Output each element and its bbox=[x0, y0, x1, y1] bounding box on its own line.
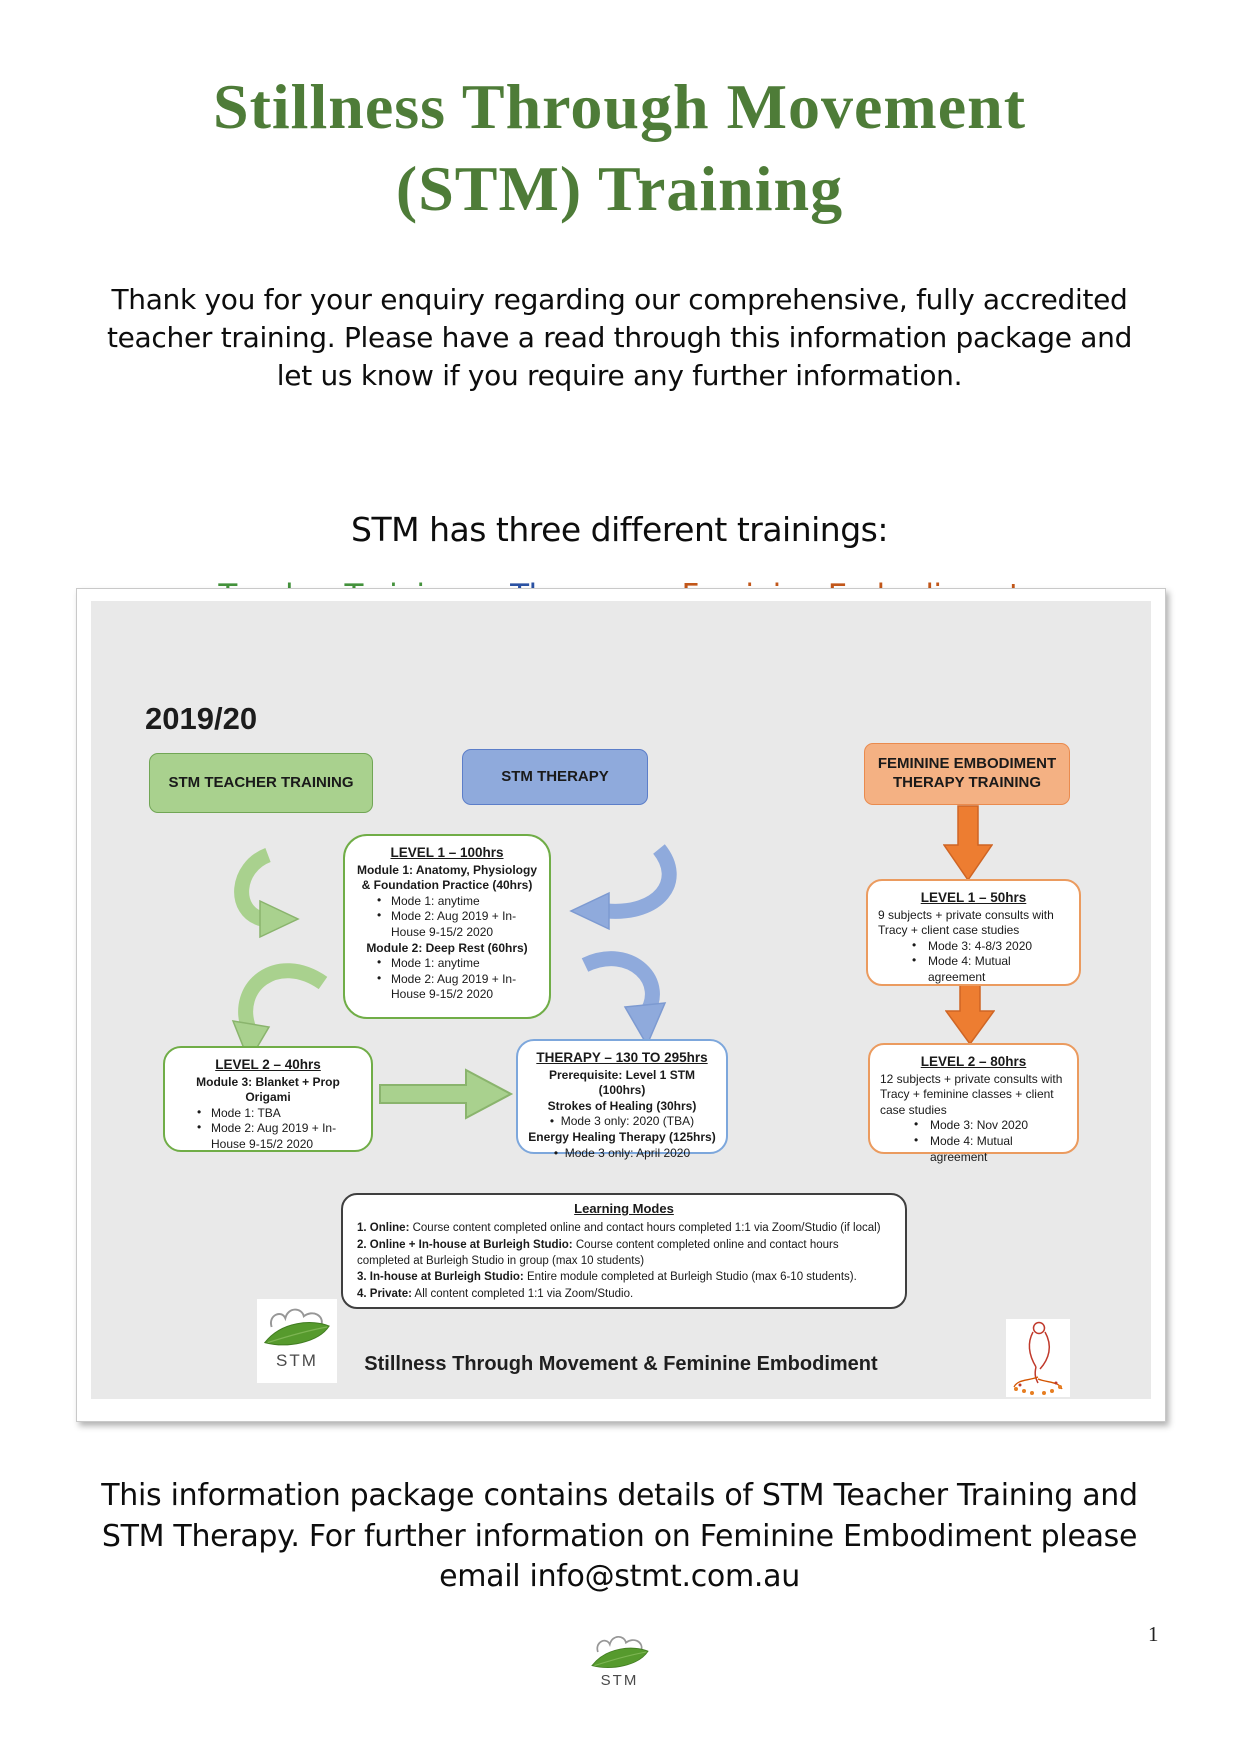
orange-down-arrow-bottom-icon bbox=[945, 984, 995, 1045]
feminine-level2-mode4: • Mode 4: Mutual agreement bbox=[880, 1134, 1067, 1165]
level1-module1-mode1: • Mode 1: anytime bbox=[355, 894, 539, 910]
feminine-level1-box bbox=[866, 879, 1081, 986]
level1-module2-mode2: • Mode 2: Aug 2019 + In-House 9-15/2 2020 bbox=[355, 972, 539, 1003]
learning-mode-1 bbox=[357, 1220, 891, 1236]
therapy-energy: Energy Healing Therapy (125hrs) bbox=[528, 1129, 716, 1144]
therapy-title: THERAPY – 130 TO 295hrs bbox=[536, 1050, 708, 1065]
level2-mode2: • Mode 2: Aug 2019 + In-House 9-15/2 2020 bbox=[175, 1121, 361, 1152]
learning-modes-box bbox=[341, 1193, 907, 1309]
therapy-prerequisite: Prerequisite: Level 1 STM (100hrs) bbox=[548, 1067, 696, 1098]
level2-module3: Module 3: Blanket + Prop Origami bbox=[196, 1074, 340, 1105]
diagram-card bbox=[76, 588, 1166, 1422]
feminine-level2-title: LEVEL 2 – 80hrs bbox=[920, 1054, 1027, 1069]
feminine-level2-box bbox=[868, 1043, 1079, 1164]
blue-curved-arrow-top-icon bbox=[559, 841, 687, 936]
closing-paragraph: This information package contains details of STM Teacher Training and STM Therapy. For further information on Feminine Embodiment please email info@stmt.com.au bbox=[101, 1478, 1138, 1594]
learning-mode-3-text: Entire module completed at Burleigh Studio (max 6-10 students). bbox=[523, 1271, 857, 1284]
trainings-heading: STM has three different trainings: bbox=[351, 510, 888, 549]
page-title bbox=[0, 66, 1239, 230]
therapy-strokes-mode: • Mode 3 only: 2020 (TBA) bbox=[528, 1114, 716, 1130]
header-box-feminine-embodiment: FEMININE EMBODIMENT THERAPY TRAINING bbox=[864, 743, 1070, 805]
learning-mode-3-label: 3. In-house at Burleigh Studio: bbox=[357, 1271, 524, 1284]
page-title-line2: (STM) Training bbox=[395, 152, 844, 224]
green-right-arrow-icon bbox=[378, 1063, 514, 1125]
footer-stm-logo bbox=[580, 1628, 660, 1689]
feminine-level2-desc: 12 subjects + private consults with Tracy + feminine classes + client case studies bbox=[880, 1071, 1063, 1117]
level1-module2-mode1: • Mode 1: anytime bbox=[355, 956, 539, 972]
therapy-box bbox=[516, 1039, 728, 1160]
level1-title: LEVEL 1 – 100hrs bbox=[390, 845, 504, 860]
level2-mode1: • Mode 1: TBA bbox=[175, 1106, 361, 1122]
feminine-level1-mode4: • Mode 4: Mutual agreement bbox=[878, 954, 1069, 985]
intro-paragraph: Thank you for your enquiry regarding our comprehensive, fully accredited teacher training. Please have a read through this information package and let us know if you require any further information. bbox=[106, 283, 1133, 393]
learning-mode-4 bbox=[357, 1286, 891, 1302]
green-curved-arrow-top-icon bbox=[224, 847, 339, 947]
page-number: 1 bbox=[1148, 1622, 1159, 1646]
year-label: 2019/20 bbox=[145, 701, 258, 736]
header-box-teacher-training: STM TEACHER TRAINING bbox=[149, 753, 373, 813]
feminine-level1-mode3: • Mode 3: 4-8/3 2020 bbox=[878, 939, 1069, 955]
feminine-level2-mode3: • Mode 3: Nov 2020 bbox=[880, 1118, 1067, 1134]
therapy-energy-mode: • Mode 3 only: April 2020 bbox=[528, 1146, 716, 1162]
level1-module1-mode2: • Mode 2: Aug 2019 + In-House 9-15/2 2020 bbox=[355, 909, 539, 940]
diagram-panel bbox=[91, 601, 1151, 1399]
feminine-figure-art bbox=[1006, 1319, 1070, 1397]
learning-mode-2-text: Course content completed online and contact hours completed at Burleigh Studio in group (max 10 students) bbox=[357, 1238, 839, 1268]
stm-leaf-icon bbox=[258, 1299, 336, 1355]
learning-modes-title: Learning Modes bbox=[574, 1201, 674, 1216]
therapy-strokes: Strokes of Healing (30hrs) bbox=[547, 1098, 697, 1113]
learning-mode-2-label: 2. Online + In-house at Burleigh Studio: bbox=[357, 1238, 573, 1251]
learning-mode-3 bbox=[357, 1269, 891, 1285]
blue-curved-arrow-bottom-icon bbox=[569, 949, 689, 1049]
learning-mode-4-text: All content completed 1:1 via Zoom/Studio. bbox=[411, 1287, 634, 1300]
feminine-level1-title: LEVEL 1 – 50hrs bbox=[920, 890, 1027, 905]
header-box-stm-therapy: STM THERAPY bbox=[462, 749, 648, 805]
stm-logo-text: STM bbox=[276, 1351, 318, 1370]
footer-stm-logo-text: STM bbox=[600, 1672, 639, 1689]
level1-module1: Module 1: Anatomy, Physiology & Foundation Practice (40hrs) bbox=[356, 862, 538, 893]
learning-mode-1-text: Course content completed online and contact hours completed 1:1 via Zoom/Studio (if local) bbox=[409, 1222, 881, 1235]
feminine-level1-desc: 9 subjects + private consults with Tracy + client case studies bbox=[878, 907, 1054, 938]
diagram-caption: Stillness Through Movement & Feminine Embodiment bbox=[364, 1353, 878, 1375]
page-title-line1: Stillness Through Movement bbox=[212, 71, 1027, 142]
teacher-level1-box bbox=[343, 834, 551, 1019]
orange-down-arrow-top-icon bbox=[943, 805, 993, 881]
feminine-figure-icon bbox=[1006, 1319, 1070, 1397]
learning-mode-1-label: 1. Online: bbox=[357, 1222, 410, 1235]
level2-title: LEVEL 2 – 40hrs bbox=[215, 1057, 321, 1072]
learning-mode-2 bbox=[357, 1237, 891, 1270]
learning-mode-4-label: 4. Private: bbox=[357, 1287, 412, 1300]
teacher-level2-box bbox=[163, 1046, 373, 1152]
level1-module2: Module 2: Deep Rest (60hrs) bbox=[366, 940, 528, 955]
footer-stm-leaf-icon bbox=[586, 1628, 654, 1676]
